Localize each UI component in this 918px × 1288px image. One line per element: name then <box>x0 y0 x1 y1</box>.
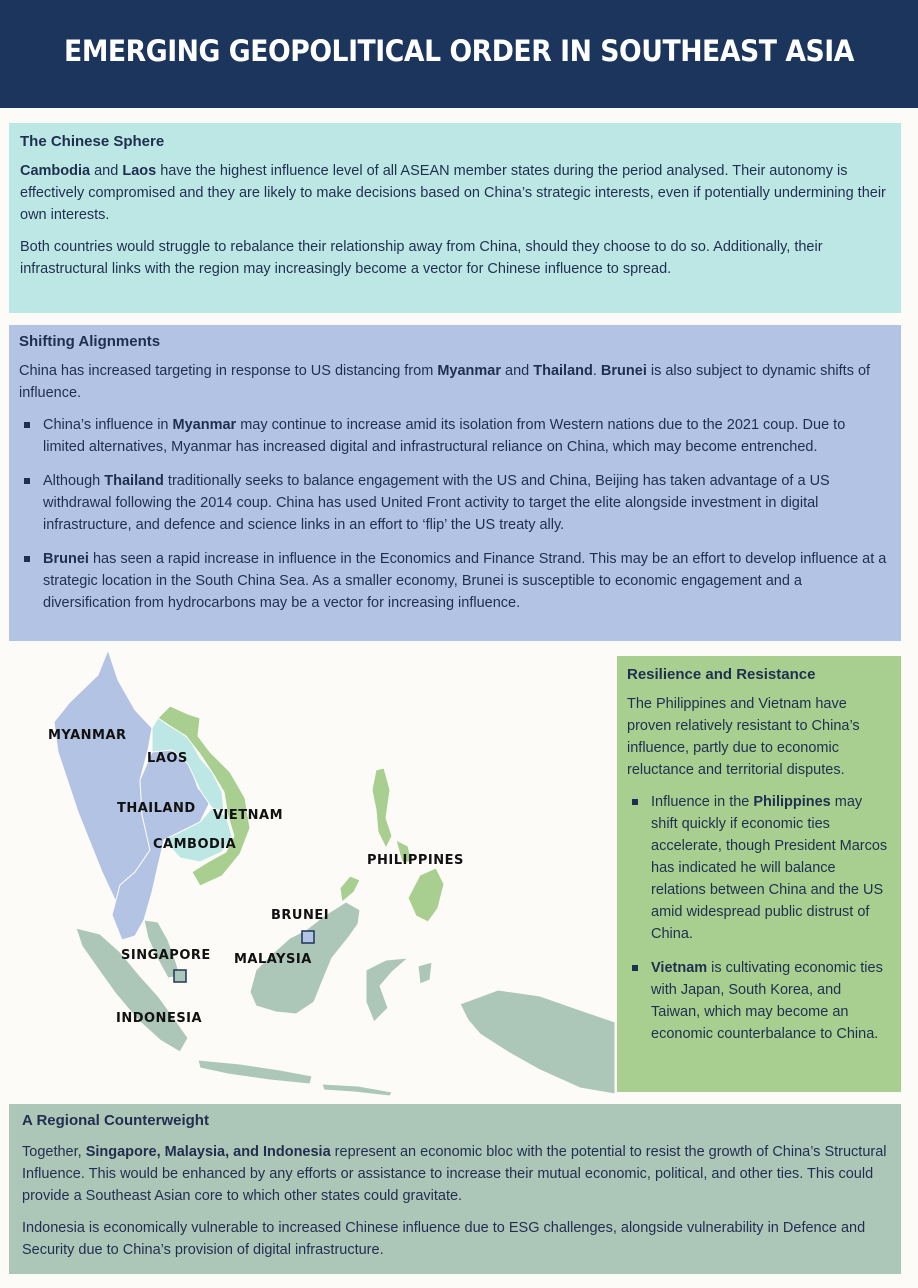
text: and <box>90 163 123 179</box>
bold-philippines: Philippines <box>753 794 831 810</box>
text: is cultivating economic ties with Japan, South Korea, and Taiwan, which may become an economic counterbalance to China. <box>651 960 883 1042</box>
page-title: EMERGING GEOPOLITICAL ORDER IN SOUTHEAST ASIA <box>64 34 854 68</box>
map-region-java <box>198 1060 312 1084</box>
map-label-indonesia: INDONESIA <box>116 1011 203 1026</box>
bold-brunei: Brunei <box>600 363 647 379</box>
map-label-thailand: THAILAND <box>117 801 196 816</box>
map-region-philippines <box>372 768 392 848</box>
map-label-philippines: PHILIPPINES <box>367 853 464 868</box>
text: represent an economic bloc with the potential to resist the growth of China’s Structural Influence. This would be enhanced by any efforts or assistance to increase their mutual economic, political, and other ties. This could provide a Southeast Asian core to which other states could gravitate. <box>22 1144 887 1204</box>
regional-counterweight-panel <box>9 1104 901 1274</box>
map-region-sumatra <box>76 928 188 1052</box>
text: Together, <box>22 1144 86 1160</box>
text: is also subject to dynamic shifts of influence. <box>19 363 871 401</box>
bold-thailand: Thailand <box>104 473 164 489</box>
bold-thailand: Thailand <box>533 363 593 379</box>
shifting-alignments-list <box>19 414 891 614</box>
text: and <box>500 363 534 379</box>
map-region-new-guinea <box>460 990 615 1094</box>
bold-laos: Laos <box>122 163 157 179</box>
text: may shift quickly if economic ties accelerate, though President Marcos has indicated he will balance relations between China and the US amid widespread public distrust of China. <box>651 794 888 942</box>
map-label-laos: LAOS <box>147 751 188 766</box>
bold-brunei: Brunei <box>43 551 89 567</box>
bold-myanmar: Myanmar <box>172 417 237 433</box>
text: Influence in the <box>651 794 754 810</box>
list-item <box>19 470 891 536</box>
text: may continue to increase amid its isolation from Western nations due to the 2021 coup. Due to limited alternatives, Myanmar has increased digital and infrastructural reliance on China, which may become entrenched. <box>43 417 846 455</box>
chinese-sphere-paragraph-1 <box>20 160 891 226</box>
regional-counterweight-paragraph-1 <box>22 1141 889 1207</box>
southeast-asia-map <box>40 640 615 1100</box>
map-region-lesser-sunda <box>322 1084 392 1096</box>
text: traditionally seeks to balance engagement with the US and China, Beijing has taken advantage of a US withdrawal following the 2014 coup. China has used United Front activity to target the elite alongside investment in digital infrastructure, and defence and science links in an effort to ‘flip’ the US treaty ally. <box>43 473 830 533</box>
bold-myanmar: Myanmar <box>437 363 501 379</box>
singapore-marker-icon <box>174 970 186 982</box>
shifting-alignments-panel <box>9 325 901 641</box>
regional-counterweight-title: A Regional Counterweight <box>22 1112 209 1129</box>
bold-countries: Singapore, Malaysia, and Indonesia <box>85 1144 331 1160</box>
chinese-sphere-paragraph-2: Both countries would struggle to rebalance their relationship away from China, should they choose to do so. Additionally, their infrastructural links with the region may increasingly become a vector for Chinese influence to spread. <box>20 239 823 277</box>
text: . <box>592 363 601 379</box>
map-region-sulawesi <box>366 958 408 1022</box>
map-label-cambodia: CAMBODIA <box>153 837 237 852</box>
text: has seen a rapid increase in influence in the Economics and Finance Strand. This may be an effort to develop influence at a strategic location in the South China Sea. As a smaller economy, Brunei is susceptible to economic engagement and a diversification from hydrocarbons may be a vector for increasing influence. <box>43 551 887 611</box>
text: China’s influence in <box>43 417 173 433</box>
map-label-vietnam: VIETNAM <box>213 808 284 823</box>
map-label-singapore: SINGAPORE <box>121 948 211 963</box>
bold-vietnam: Vietnam <box>651 960 708 976</box>
map-label-malaysia: MALAYSIA <box>234 952 312 967</box>
chinese-sphere-panel <box>9 123 901 313</box>
map-region-philippines <box>408 868 444 922</box>
list-item <box>627 957 891 1045</box>
text: have the highest influence level of all ASEAN member states during the period analysed. Their autonomy is effectively compromised and they are likely to make decisions based on China’s strategic interests, even if potentially undermining their own interests. <box>20 163 886 223</box>
list-item <box>19 414 891 458</box>
resilience-list <box>627 791 891 1045</box>
bold-cambodia: Cambodia <box>20 163 91 179</box>
resilience-title: Resilience and Resistance <box>627 666 816 683</box>
list-item <box>627 791 891 945</box>
shifting-alignments-title: Shifting Alignments <box>19 333 161 350</box>
map-label-brunei: BRUNEI <box>271 908 330 923</box>
header-banner <box>0 0 918 108</box>
text: Although <box>43 473 105 489</box>
chinese-sphere-title: The Chinese Sphere <box>20 133 165 150</box>
text: China has increased targeting in response to US distancing from <box>19 363 438 379</box>
resilience-panel <box>617 656 901 1092</box>
shifting-alignments-intro <box>19 360 891 404</box>
regional-counterweight-paragraph-2: Indonesia is economically vulnerable to increased Chinese influence due to ESG challenges, alongside vulnerability in Defence and Security due to China’s provision of digital infrastructure. <box>22 1220 866 1258</box>
map-region-philippines <box>340 876 360 902</box>
list-item <box>19 548 891 614</box>
brunei-marker-icon <box>302 931 314 943</box>
resilience-intro: The Philippines and Vietnam have proven relatively resistant to China’s influence, partly due to economic reluctance and territorial disputes. <box>627 696 860 778</box>
map-label-myanmar: MYANMAR <box>48 728 127 743</box>
map-region-maluku <box>418 962 432 984</box>
